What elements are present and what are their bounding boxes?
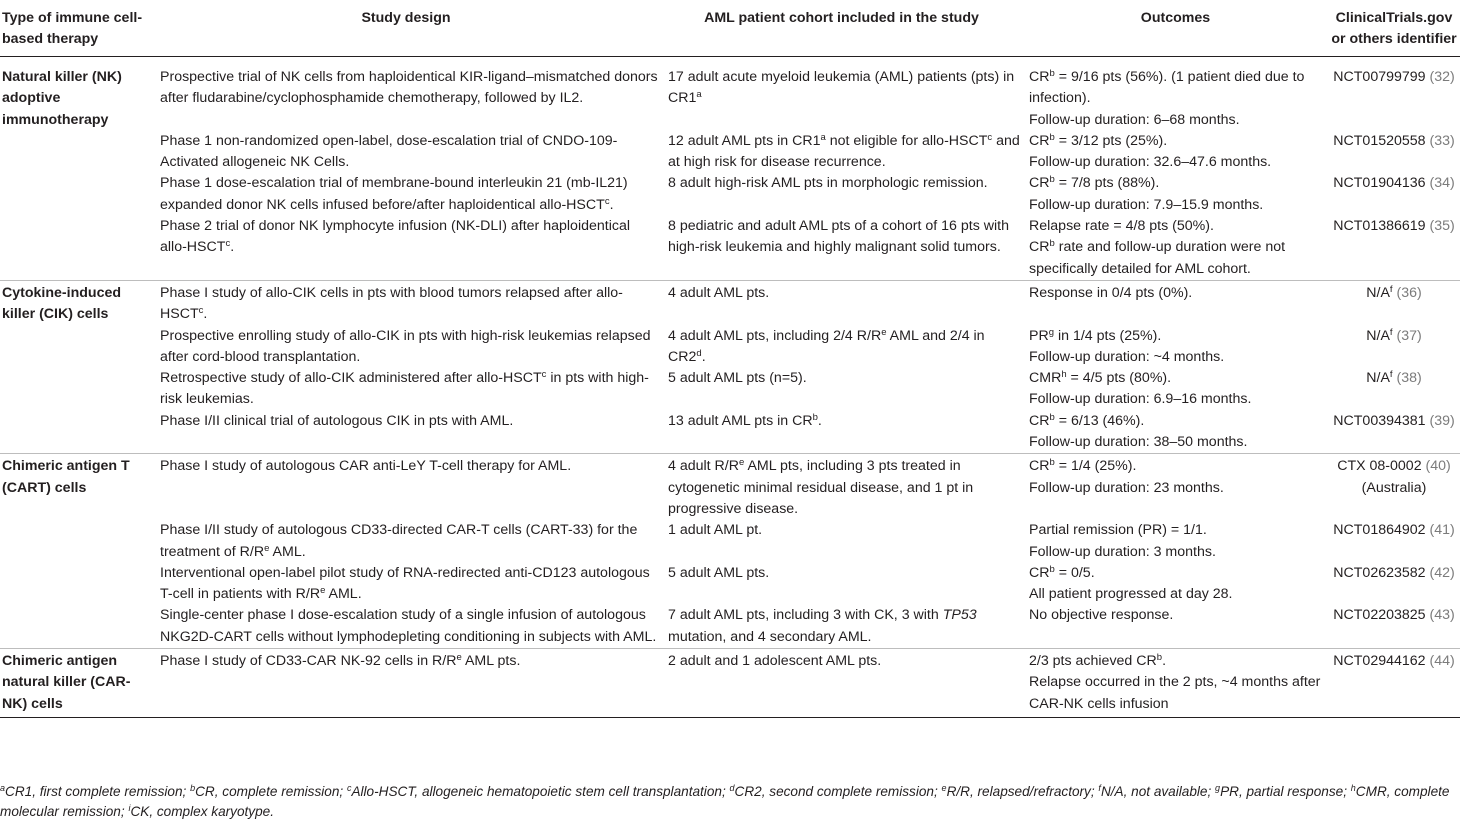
- header-identifier: ClinicalTrials.gov or others identifier: [1331, 10, 1457, 47]
- outcomes: [1023, 563, 1328, 606]
- trial-identifier: [1328, 216, 1460, 280]
- footnote-mark: b: [1049, 68, 1055, 79]
- footnote-text: CK, complex karyotype.: [130, 804, 274, 819]
- outcomes: [1023, 173, 1328, 216]
- identifier-text: NCT00394381: [1333, 412, 1426, 429]
- footnote-mark: b: [1156, 652, 1163, 664]
- trial-identifier: [1328, 454, 1460, 520]
- footnote-mark: b: [1049, 411, 1055, 423]
- footnote-mark: h: [1061, 369, 1067, 381]
- reference-link[interactable]: (38): [1396, 370, 1422, 387]
- study-design: Phase I study of allo-CIK cells in pts with blood tumors relapsed after allo-HSCT$^c$.: [152, 280, 660, 325]
- outcomes: [1023, 605, 1328, 648]
- footnote-text: PR, partial response;: [1220, 784, 1351, 799]
- table-row: [0, 216, 1460, 280]
- footnote-mark: b: [1049, 174, 1055, 186]
- footnote-mark: h: [1350, 783, 1356, 793]
- outcome-line: Follow-up duration: ~4 months.: [1029, 348, 1225, 365]
- reference-link[interactable]: (40): [1425, 458, 1451, 475]
- outcome-line: $CR^b = 6/13$ (46%).: [1029, 411, 1145, 429]
- outcome-line: $CR^b = 3/12$ pts (25%).: [1029, 131, 1168, 149]
- study-design: Phase 1 non-randomized open-label, dose-escalation trial of CNDO-109-Activated allogeneic NK Cells.: [160, 132, 618, 171]
- patient-cohort: 13 adult AML pts in $CR^b$.: [668, 411, 822, 429]
- footnote-mark: f: [1389, 369, 1393, 381]
- reference-link[interactable]: (34): [1429, 175, 1455, 192]
- patient-cohort: 4 adult AML pts, including 2/4 $R/R^e$ AML and 2/4 in CR2$^d$.: [668, 326, 985, 365]
- footnote-mark: c: [346, 783, 352, 793]
- table-row: [0, 649, 1460, 718]
- footnote-text: CR, complete remission;: [195, 784, 347, 799]
- trials-table: [0, 4, 1460, 718]
- outcome-line: Follow-up duration: 3 months.: [1029, 543, 1216, 560]
- footnote-mark: d: [696, 347, 702, 359]
- identifier-text: NCT02944162: [1333, 653, 1426, 670]
- outcome-line: No objective response.: [1029, 607, 1174, 624]
- study-design: Phase I study of autologous CAR anti-LeY T-cell therapy for AML.: [152, 454, 660, 520]
- therapy-type: Chimeric antigen natural killer (CAR-NK) cells: [0, 649, 152, 718]
- outcome-line: Relapse rate = 4/8 pts (50%).: [1029, 218, 1214, 235]
- footnote-mark: f: [1389, 326, 1393, 338]
- reference-link[interactable]: (32): [1429, 69, 1455, 85]
- footnote-mark: b: [1049, 457, 1055, 469]
- footnote-mark: f: [1098, 783, 1101, 793]
- header-outcomes: Outcomes: [1140, 10, 1211, 26]
- identifier-text: NCT02203825: [1333, 607, 1426, 624]
- footnote-mark: b: [190, 783, 196, 793]
- outcomes: [1023, 411, 1328, 454]
- outcomes: [1023, 216, 1328, 280]
- footnote-text: CMR, complete molecular remission;: [0, 784, 1450, 819]
- outcomes: [1023, 326, 1328, 369]
- patient-cohort: 17 adult acute myeloid leukemia (AML) patients (pts) in CR1$^a$: [668, 69, 1015, 107]
- footnote-mark: g: [1215, 783, 1221, 793]
- outcome-line: Follow-up duration: 6.9–16 months.: [1029, 391, 1252, 408]
- trial-identifier: [1328, 649, 1460, 718]
- identifier-text: NCT01904136: [1333, 175, 1426, 192]
- identifier-text: NCT01520558: [1333, 132, 1426, 149]
- outcome-line: 2/3 pts achieved $CR^b$.: [1029, 652, 1167, 670]
- footnote-mark: f: [1389, 283, 1393, 295]
- patient-cohort: 5 adult AML pts (n=5).: [668, 370, 807, 387]
- reference-link[interactable]: (42): [1429, 564, 1455, 581]
- identifier-text: $N/A^f$: [1366, 326, 1393, 344]
- footnote-mark: e: [738, 457, 745, 469]
- patient-cohort: 12 adult AML pts in CR1$^a$ not eligible for allo-HSCT$^c$ and at high risk for disease recurrence.: [668, 131, 1020, 171]
- table-row: [0, 605, 1460, 648]
- reference-link[interactable]: (33): [1429, 132, 1455, 149]
- trial-identifier: [1328, 411, 1460, 454]
- outcomes: [1023, 368, 1328, 411]
- table-row: [0, 280, 1460, 325]
- identifier-text: CTX 08-0002: [1337, 458, 1422, 475]
- outcome-line: Follow-up duration: 23 months.: [1029, 479, 1224, 496]
- header-therapy-type: Type of immune cell-based therapy: [2, 10, 143, 47]
- table-footnotes: [0, 782, 1458, 822]
- footnote-mark: g: [1048, 326, 1055, 338]
- footnote-mark: c: [604, 195, 610, 207]
- therapy-type: Natural killer (NK) adoptive immunotherapy: [2, 69, 122, 128]
- patient-cohort: 8 pediatric and adult AML pts of a cohort of 16 pts with high-risk leukemia and highly malignant solid tumors.: [668, 218, 1009, 256]
- reference-link[interactable]: (41): [1429, 522, 1455, 539]
- outcome-line: $CR^b$ rate and follow-up duration were not specifically detailed for AML cohort.: [1029, 238, 1286, 277]
- trial-identifier: [1328, 368, 1460, 411]
- footnote-mark: e: [320, 585, 326, 597]
- identifier-text: NCT00799799: [1333, 69, 1426, 85]
- table-header: [0, 4, 1460, 57]
- outcome-line: Follow-up duration: 7.9–15.9 months.: [1029, 196, 1264, 213]
- footnote-text: Allo-HSCT, allogeneic hematopoietic stem cell transplantation;: [351, 784, 730, 799]
- identifier-text: $N/A^f$: [1366, 283, 1393, 301]
- outcomes: [1023, 649, 1328, 718]
- header-study-design: Study design: [361, 10, 451, 26]
- table-row: [0, 326, 1460, 369]
- study-design: Phase 2 trial of donor NK lymphocyte infusion (NK-DLI) after haploidentical allo-HSCT$^c$.: [160, 218, 630, 256]
- outcome-line: $CR^b = 0/5$.: [1029, 563, 1095, 581]
- outcome-line: $CR^b = 1/4$ (25%).: [1029, 457, 1137, 475]
- outcomes: [1023, 131, 1328, 174]
- footnote-text: CR2, second complete remission;: [734, 784, 942, 799]
- study-design: Prospective trial of NK cells from haploidentical KIR-ligand–mismatched donors after fludarabine/cyclophosphamide chemotherapy, followed by IL2.: [160, 69, 658, 107]
- trial-identifier: [1328, 605, 1460, 648]
- outcome-line: Follow-up duration: 6–68 months.: [1029, 111, 1240, 128]
- reference-link[interactable]: (37): [1396, 327, 1422, 344]
- patient-cohort: 1 adult AML pt.: [668, 522, 763, 539]
- study-design: Prospective enrolling study of allo-CIK in pts with high-risk leukemias relapsed after cord-blood transplantation.: [160, 327, 651, 365]
- table-row: [0, 57, 1460, 131]
- table-row: [0, 411, 1460, 454]
- study-design: Phase 1 dose-escalation trial of membrane-bound interleukin 21 (mb-IL21) expanded donor NK cells infused before/after haploidentical allo-HSCT$^c$.: [160, 175, 628, 213]
- footnote-mark: e: [941, 783, 947, 793]
- trial-identifier: [1328, 520, 1460, 563]
- footnote-mark: b: [1049, 131, 1055, 143]
- footnote-mark: b: [1049, 238, 1055, 250]
- patient-cohort: 8 adult high-risk AML pts in morphologic remission.: [668, 175, 988, 192]
- outcome-line: Partial remission (PR) = 1/1.: [1029, 522, 1207, 539]
- table-row: [0, 131, 1460, 174]
- outcome-line: $CMR^h = 4/5$ pts (80%).: [1029, 369, 1172, 387]
- footnote-mark: c: [987, 131, 993, 143]
- study-design: Phase I study of CD33-CAR NK-92 cells in $R/R^e$ AML pts.: [152, 649, 660, 718]
- footnote-text: N/A, not available;: [1100, 784, 1216, 799]
- outcome-line: Follow-up duration: 32.6–47.6 months.: [1029, 154, 1272, 171]
- identifier-text: NCT02623582: [1333, 564, 1426, 581]
- footnote-mark: e: [264, 542, 270, 554]
- therapy-type: Chimeric antigen T (CART) cells: [0, 454, 152, 649]
- patient-cohort: 5 adult AML pts.: [668, 564, 770, 581]
- patient-cohort: 4 adult AML pts.: [660, 280, 1023, 325]
- identifier-country: (Australia): [1361, 479, 1427, 496]
- table-row: [0, 454, 1460, 520]
- footnote-mark: i: [128, 803, 131, 813]
- trial-identifier: [1328, 173, 1460, 216]
- table-body: [0, 57, 1460, 718]
- outcomes: [1023, 520, 1328, 563]
- footnote-text: CR1, first complete remission;: [5, 784, 191, 799]
- reference-link[interactable]: (36): [1396, 284, 1422, 301]
- reference-link[interactable]: (44): [1429, 653, 1455, 670]
- outcomes: [1023, 454, 1328, 520]
- study-design: Phase I/II clinical trial of autologous CIK in pts with AML.: [160, 412, 514, 429]
- footnote-mark: e: [456, 652, 462, 664]
- patient-cohort: 2 adult and 1 adolescent AML pts.: [660, 649, 1023, 718]
- footnote-mark: e: [881, 326, 887, 338]
- header-cohort: AML patient cohort included in the study: [704, 10, 979, 26]
- patient-cohort: 4 adult $R/R^e$ AML pts, including 3 pts treated in cytogenetic minimal residual disease, and 1 pt in progressive disease.: [660, 454, 1023, 520]
- reference-link[interactable]: (35): [1429, 218, 1455, 235]
- outcome-line: Follow-up duration: 38–50 months.: [1029, 434, 1248, 451]
- outcome-line: $CR^b = 9/16$ pts (56%). (1 patient died due to infection).: [1029, 68, 1305, 107]
- footnote-mark: c: [541, 369, 547, 381]
- header-row: [0, 4, 1460, 57]
- outcome-line: $PR^g$ in 1/4 pts (25%).: [1029, 326, 1162, 344]
- identifier-text: NCT01864902: [1333, 522, 1426, 539]
- trial-identifier: [1328, 563, 1460, 606]
- footnote-mark: a: [0, 783, 6, 793]
- footnote-text: R/R, relapsed/refractory;: [946, 784, 1099, 799]
- table-row: [0, 368, 1460, 411]
- footnote-mark: b: [812, 411, 818, 423]
- footnote-mark: a: [820, 131, 826, 143]
- reference-link[interactable]: (43): [1429, 607, 1455, 624]
- trial-identifier: [1328, 131, 1460, 174]
- study-design: Interventional open-label pilot study of RNA-redirected anti-CD123 autologous T-cell in patients with $R/R^e$ AML.: [160, 564, 650, 603]
- trial-identifier: [1328, 326, 1460, 369]
- study-design: Retrospective study of allo-CIK administered after allo-HSCT$^c$ in pts with high-risk leukemias.: [160, 369, 649, 408]
- outcomes: [1023, 280, 1328, 325]
- identifier-text: NCT01386619: [1333, 218, 1426, 235]
- identifier-text: $N/A^f$: [1366, 369, 1393, 387]
- table-row: [0, 563, 1460, 606]
- table-row: [0, 173, 1460, 216]
- table-row: [0, 520, 1460, 563]
- study-design: Single-center phase I dose-escalation study of a single infusion of autologous NKG2D-CART cells without lymphodepleting conditioning in subjects with AML.: [160, 607, 657, 645]
- therapy-type: Cytokine-induced killer (CIK) cells: [0, 280, 152, 453]
- patient-cohort: 7 adult AML pts, including 3 with CK, 3 with TP53 mutation, and 4 secondary AML.: [668, 607, 977, 645]
- outcome-line: Response in 0/4 pts (0%).: [1029, 284, 1193, 301]
- study-design: Phase I/II study of autologous CD33-directed CAR-T cells (CART-33) for the treatment of $R/R^e$ AML.: [160, 522, 638, 560]
- footnote-mark: b: [1049, 563, 1055, 575]
- footnote-mark: c: [225, 238, 231, 250]
- reference-link[interactable]: (39): [1429, 412, 1455, 429]
- footnote-mark: d: [729, 783, 735, 793]
- footnote-mark: a: [696, 89, 702, 101]
- trial-identifier: [1328, 280, 1460, 325]
- footnote-mark: c: [198, 305, 204, 317]
- outcome-line: $CR^b = 7/8$ pts (88%).: [1029, 174, 1160, 192]
- outcome-line: Relapse occurred in the 2 pts, ~4 months after CAR-NK cells infusion: [1029, 674, 1321, 712]
- outcomes: [1023, 57, 1328, 131]
- outcome-line: All patient progressed at day 28.: [1029, 586, 1233, 603]
- trial-identifier: [1328, 57, 1460, 131]
